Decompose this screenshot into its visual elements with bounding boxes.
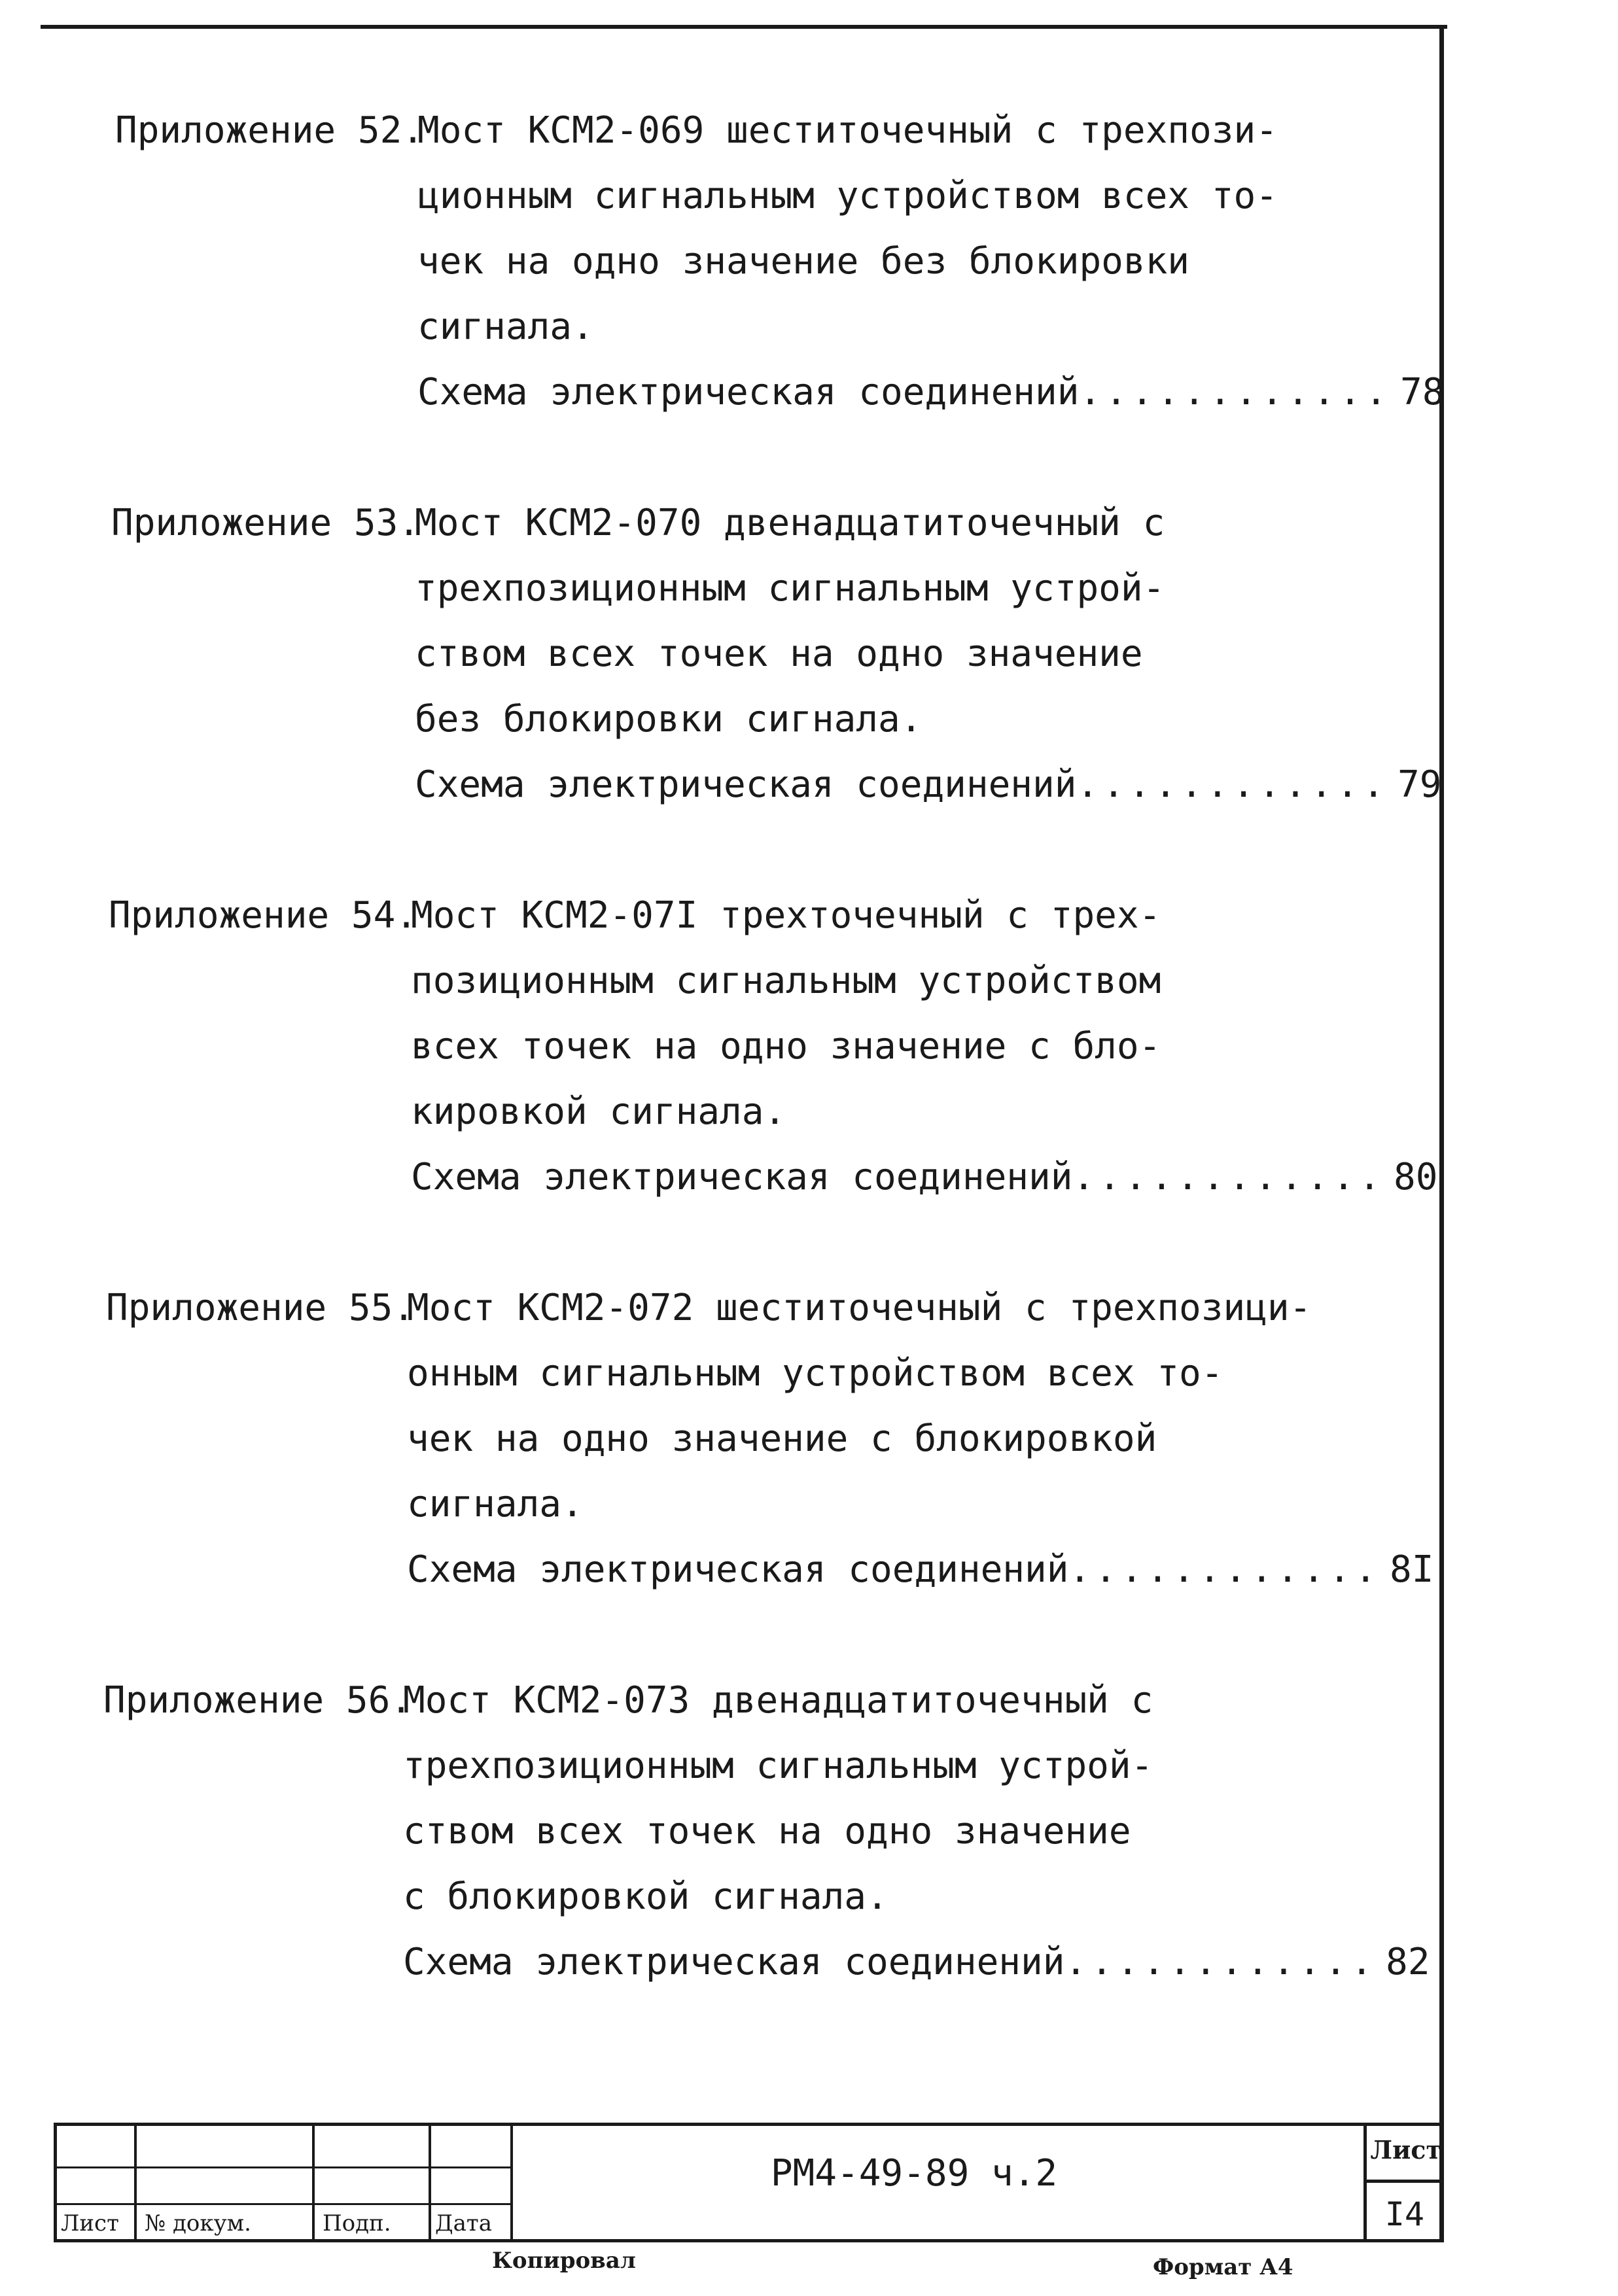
description-line: трехпозиционным сигнальным устрой-: [403, 1745, 1153, 1787]
description-line: ционным сигнальным устройством всех то-: [417, 175, 1278, 217]
description-line: Мост КСМ2-069 шеститочечный с трехпози-: [417, 109, 1278, 152]
leader-dots: ............: [1068, 1548, 1381, 1591]
leader-dots: ............: [1072, 1156, 1385, 1198]
paper-format-label: Формат А4: [1153, 2254, 1293, 2280]
description-line: позиционным сигнальным устройством: [411, 960, 1161, 1002]
sheet-label: Лист: [1370, 2135, 1441, 2165]
schema-text: Схема электрическая соединений: [411, 1156, 1073, 1198]
title-block: [54, 2123, 1444, 2242]
leader-dots: ............: [1079, 371, 1392, 413]
description-line: сигнала.: [417, 305, 594, 348]
appendix-label: Приложение 54.: [109, 894, 418, 937]
schema-text: Схема электрическая соединений: [407, 1548, 1069, 1591]
description-line: ством всех точек на одно значение: [403, 1810, 1131, 1852]
description-line: с блокировкой сигнала.: [403, 1875, 888, 1918]
description-line: сигнала.: [407, 1483, 584, 1525]
appendix-label: Приложение 55.: [106, 1287, 415, 1329]
page-number: 79: [1398, 763, 1442, 806]
col-label-date: Дата: [435, 2210, 492, 2236]
page-number: 8I: [1390, 1548, 1434, 1591]
description-line: чек на одно значение без блокировки: [417, 240, 1190, 283]
schema-line[interactable]: [417, 360, 1445, 425]
grid-line: [1367, 2180, 1444, 2183]
schema-text: Схема электрическая соединений: [417, 371, 1080, 413]
schema-text: Схема электрическая соединений: [403, 1941, 1065, 1983]
description-line: Мост КСМ2-070 двенадцатиточечный с: [415, 502, 1165, 544]
appendix-label: Приложение 53.: [111, 502, 421, 544]
description-line: Мост КСМ2-072 шеститочечный с трехпозици-: [407, 1287, 1312, 1329]
appendix-label: Приложение 56.: [103, 1679, 413, 1722]
schema-line[interactable]: [411, 1145, 1438, 1210]
schema-text: Схема электрическая соединений: [415, 763, 1077, 806]
description-line: трехпозиционным сигнальным устрой-: [415, 567, 1165, 610]
sheet-number: I4: [1384, 2195, 1424, 2233]
appendix-label: Приложение 52.: [115, 109, 425, 152]
description-line: без блокировки сигнала.: [415, 698, 923, 740]
page-number: 78: [1400, 371, 1445, 413]
page-number: 82: [1386, 1941, 1430, 1983]
description-line: чек на одно значение с блокировкой: [407, 1418, 1157, 1460]
description-line: Мост КСМ2-073 двенадцатиточечный с: [403, 1679, 1153, 1722]
col-label-sheet: Лист: [61, 2210, 119, 2236]
col-label-doc-number: № докум.: [145, 2210, 251, 2236]
leader-dots: ............: [1076, 763, 1389, 806]
schema-line[interactable]: [403, 1930, 1430, 1995]
description-line: ством всех точек на одно значение: [415, 633, 1143, 675]
description-line: онным сигнальным устройством всех то-: [407, 1352, 1223, 1395]
leader-dots: ............: [1064, 1941, 1377, 1983]
description-line: Мост КСМ2-07I трехточечный с трех-: [411, 894, 1161, 937]
schema-line[interactable]: [407, 1537, 1434, 1603]
schema-line[interactable]: [415, 752, 1442, 818]
description-line: кировкой сигнала.: [411, 1090, 786, 1133]
description-line: всех точек на одно значение с бло-: [411, 1025, 1161, 1068]
col-label-signature: Подп.: [323, 2210, 391, 2236]
copied-by-label: Копировал: [492, 2248, 636, 2274]
page-frame-top: [41, 25, 1447, 29]
document-number: РМ4-49-89 ч.2: [770, 2152, 1058, 2195]
page-number: 80: [1394, 1156, 1438, 1198]
